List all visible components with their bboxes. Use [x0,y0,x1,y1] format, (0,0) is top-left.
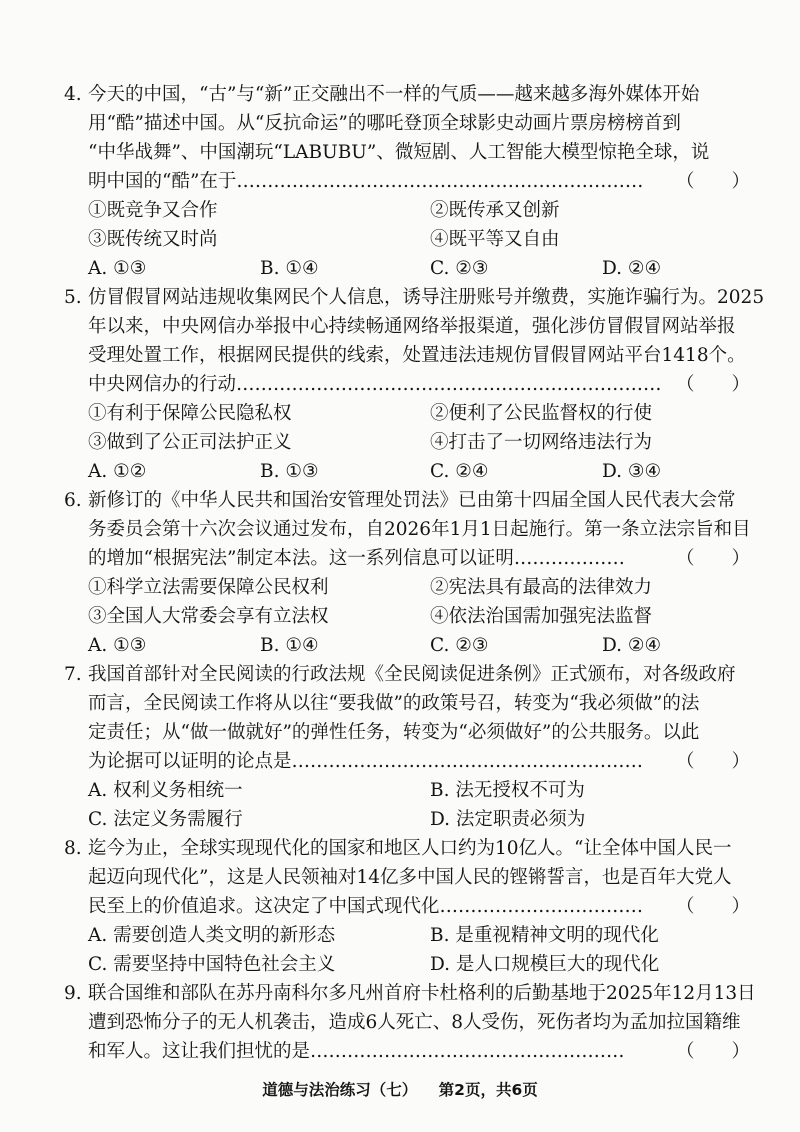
choice-b: B. 法无授权不可为 [430,780,585,801]
choice-d: D. 是人口规模巨大的现代化 [430,954,660,975]
answer-bracket: （ ） [675,896,750,917]
choice-d: D. ②④ [602,258,662,279]
question-text-line: 而言，全民阅读工作将从以往“要我做”的政策号召，转变为“我必须做”的法 [88,693,700,714]
statement-option: ②便利了公民监督权的行使 [430,403,653,424]
question-text-line: 和军人。这让我们担忧的是…………………………………………… （ ） [88,1037,778,1067]
statement-option: ④依法治国需加强宪法监督 [430,606,653,627]
footer-title: 道德与法治练习（七） [262,1081,418,1099]
choice-a: A. 需要创造人类文明的新形态 [88,925,336,946]
question-number: 4. [64,84,82,105]
statement-option: ③全国人大常委会享有立法权 [88,606,329,627]
question-text-line: 为论据可以证明的论点是………………………………………………… （ ） [88,747,778,777]
answer-bracket: （ ） [675,548,750,569]
choice-d: D. 法定职责必须为 [430,809,586,830]
statement-option: ④既平等又自由 [430,229,560,250]
question-number: 6. [64,490,82,511]
statement-option: ②宪法具有最高的法律效力 [430,577,653,598]
question-number: 5. [64,287,82,308]
choice-c: C. ②④ [430,461,489,482]
question-text-line: 5. 仿冒假冒网站违规收集网民个人信息，诱导注册账号并缴费，实施诈骗行为。2025 [64,283,778,313]
choice-a: A. ①③ [88,258,147,279]
answer-bracket: （ ） [675,171,750,192]
question-text-line: 8. 迄今为止，全球实现现代化的国家和地区人口约为10亿人。“让全体中国人民一 [64,834,778,864]
choice-b: B. ①④ [260,258,319,279]
question-text-line: 明中国的“酷”在于………………………………………………………… （ ） [88,167,778,197]
statement-option: ④打击了一切网络违法行为 [430,432,653,453]
question-text-line: 民至上的价值追求。这决定了中国式现代化…………………………… （ ） [88,892,778,922]
question-text-line: 遭到恐怖分子的无人机袭击，造成6人死亡、8人受伤，死伤者均为孟加拉国籍维 [88,1012,741,1033]
choice-c: C. ②③ [430,258,489,279]
question-text-line: 起迈向现代化”，这是人民领袖对14亿多中国人民的铿锵誓言，也是百年大党人 [88,867,732,888]
page-footer [0,1078,800,1100]
question-text-line: 的增加“根据宪法”制定本法。这一系列信息可以证明……………… （ ） [88,544,778,574]
statement-option: ①既竞争又合作 [88,200,218,221]
choice-c: C. 法定义务需履行 [88,809,243,830]
question-number: 8. [64,838,82,859]
question-text-line: 6. 新修订的《中华人民共和国治安管理处罚法》已由第十四届全国人民代表大会常 [64,486,778,516]
choice-a: A. 权利义务相统一 [88,780,243,801]
question-text-line: 7. 我国首部针对全民阅读的行政法规《全民阅读促进条例》正式颁布，对各级政府 [64,660,778,690]
answer-bracket: （ ） [675,1041,750,1062]
statement-option: ①科学立法需要保障公民权利 [88,577,329,598]
question-text-line: 4. 今天的中国，“古”与“新”正交融出不一样的气质——越来越多海外媒体开始 [64,80,778,110]
question-text-line: 用“酷”描述中国。从“反抗命运”的哪吒登顶全球影史动画片票房榜榜首到 [88,113,681,134]
question-text-line: 定责任；从“做一做就好”的弹性任务，转变为“必须做好”的公共服务。以此 [88,722,700,743]
choice-a: A. ①② [88,461,147,482]
choice-c: C. 需要坚持中国特色社会主义 [88,954,336,975]
question-number: 7. [64,664,82,685]
question-text-line: 务委员会第十六次会议通过发布，自2026年1月1日起施行。第一条立法宗旨和目 [88,519,751,540]
choice-b: B. ①④ [260,635,319,656]
choice-b: B. 是重视精神文明的现代化 [430,925,659,946]
question-text-line: “中华战舞”、中国潮玩“LABUBU”、微短剧、人工智能大模型惊艳全球，说 [88,142,710,163]
statement-option: ③既传统又时尚 [88,229,218,250]
choice-b: B. ①③ [260,461,319,482]
question-number: 9. [64,983,82,1004]
statement-option: ②既传承又创新 [430,200,560,221]
question-text-line: 9. 联合国维和部队在苏丹南科尔多凡州首府卡杜格利的后勤基地于2025年12月13日 [64,979,778,1009]
footer-page-number: 第2页，共6页 [438,1081,538,1099]
question-text-line: 年以来，中央网信办举报中心持续畅通网络举报渠道，强化涉仿冒假冒网站举报 [88,316,736,337]
choice-d: D. ③④ [602,461,662,482]
answer-bracket: （ ） [675,374,750,395]
statement-option: ①有利于保障公民隐私权 [88,403,292,424]
choice-a: A. ①③ [88,635,147,656]
choice-d: D. ②④ [602,635,662,656]
question-text-line: 受理处置工作，根据网民提供的线索，处置违法违规仿冒假冒网站平台1418个。 [88,345,746,366]
choice-c: C. ②③ [430,635,489,656]
question-text-line: 中央网信办的行动…………………………………………………………… （ ） [88,370,778,400]
statement-option: ③做到了公正司法护正义 [88,432,292,453]
answer-bracket: （ ） [675,751,750,772]
